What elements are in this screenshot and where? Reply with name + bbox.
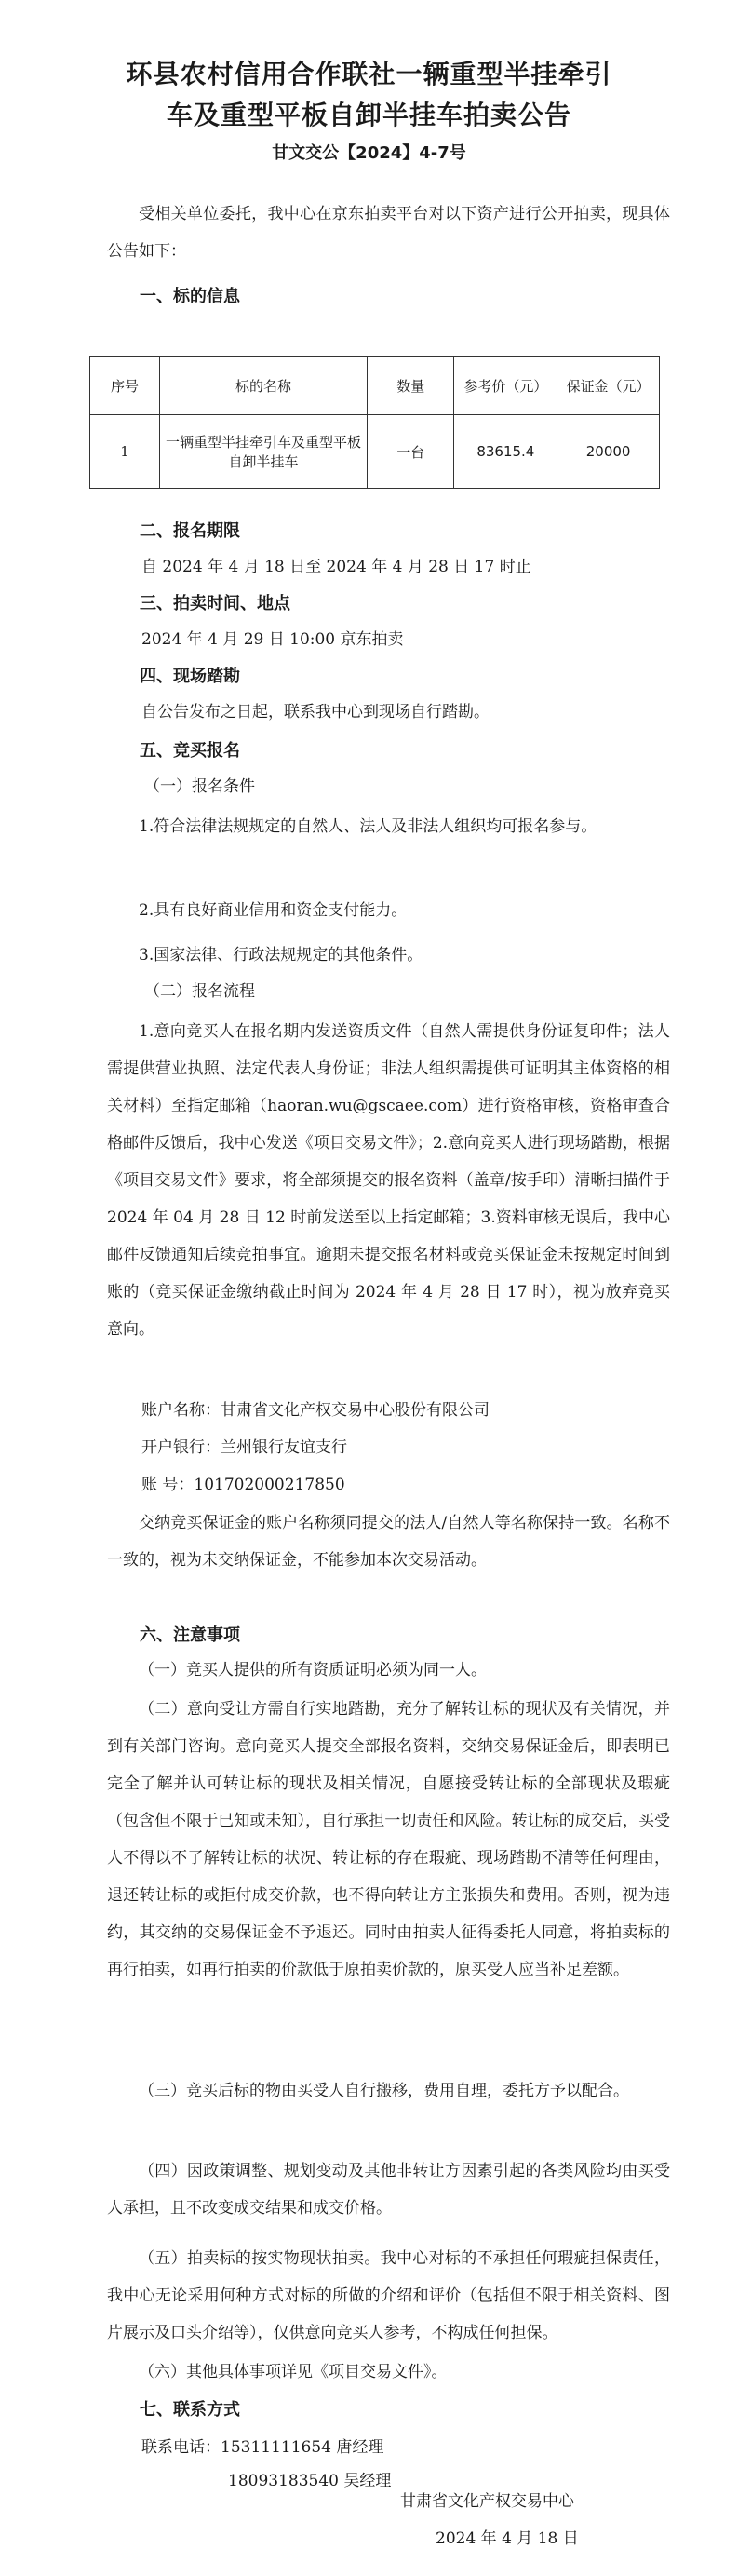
registration-process: 1.意向竞买人在报名期内发送资质文件（自然人需提供身份证复印件；法人需提供营业执照、法定代表人身份证；非法人组织需提供可证明其主体资格的相关材料）至指定邮箱（haoran.wu@gscaee.com）进行资格审核，资格审查合格邮件反馈后，我中心发送《项目交易文件》；2.意向竞买人进行现场踏勘，根据《项目交易文件》要求，将全部须提交的报名资料（盖章/按手印）清晰扫描件于 2024 年 04 月 28 日 12 时前发送至以上指定邮箱；3.资料审核无误后，我中心邮件反馈通知后续竞拍事宜。逾期未提交报名材料或竞买保证金未按规定时间到账的（竞买保证金缴纳截止时间为 2024 年 4 月 28 日 17 时），视为放弃竞买意向。: [107, 1022, 670, 1339]
account-name: 账户名称：甘肃省文化产权交易中心股份有限公司: [141, 1401, 490, 1420]
section-5-heading: 五、竞买报名: [140, 741, 240, 761]
table-cell: 20000: [557, 415, 660, 489]
section-4-heading: 四、现场踏勘: [140, 667, 240, 686]
account-number: 账 号：101702000217850: [141, 1476, 345, 1494]
registration-period: 自 2024 年 4 月 18 日至 2024 年 4 月 28 日 17 时止: [141, 558, 531, 576]
bank-name: 开户银行：兰州银行友谊支行: [141, 1438, 347, 1457]
sub-heading-process: （二）报名流程: [144, 982, 255, 1001]
notice-item-3: （三）竞买后标的物由买受人自行搬移，费用自理，委托方予以配合。: [139, 2082, 629, 2100]
table-row: [90, 415, 660, 489]
table-header-cell: 序号: [90, 357, 160, 415]
intro-paragraph: 受相关单位委托，我中心在京东拍卖平台对以下资产进行公开拍卖，现具体公告如下：: [107, 205, 670, 261]
table-header-cell: 参考价（元）: [454, 357, 557, 415]
table-header-cell: 标的名称: [159, 357, 367, 415]
footer-date: 2024 年 4 月 18 日: [436, 2529, 579, 2548]
section-3-heading: 三、拍卖时间、地点: [140, 594, 290, 614]
site-inspection-text: 自公告发布之日起，联系我中心到现场自行踏勘。: [141, 703, 490, 722]
table-cell: 一辆重型半挂牵引车及重型平板自卸半挂车: [159, 415, 367, 489]
table-cell: 83615.4: [454, 415, 557, 489]
notice-item-5: （五）拍卖标的按实物现状拍卖。我中心对标的不承担任何瑕疵担保责任，我中心无论采用何种方式对标的所做的介绍和评价（包括但不限于相关资料、图片展示及口头介绍等），仅供意向竞买人参考，不构成任何担保。: [107, 2249, 670, 2342]
contact-phone-1: 联系电话：15311111654 唐经理: [141, 2438, 384, 2457]
title-line-2: 车及重型平板自卸半挂车拍卖公告: [166, 100, 571, 130]
section-6-heading: 六、注意事项: [140, 1625, 240, 1645]
notice-item-1: （一）竞买人提供的所有资质证明必须为同一人。: [139, 1661, 487, 1679]
notice-item-6: （六）其他具体事项详见《项目交易文件》。: [139, 2363, 448, 2381]
title-line-1: 环县农村信用合作联社一辆重型半挂牵引: [126, 59, 612, 89]
notice-item-2: （二）意向受让方需自行实地踏勘，充分了解转让标的现状及有关情况，并到有关部门咨询。意向竞买人提交全部报名资料，交纳交易保证金后，即表明已完全了解并认可转让标的现状及相关情况，自愿接受转让标的全部现状及瑕疵（包含但不限于已知或未知），自行承担一切责任和风险。转让标的成交后，买受人不得以不了解转让标的状况、转让标的存在瑕疵、现场踏勘不清等任何理由，退还转让标的或拒付成交价款，也不得向转让方主张损失和费用。否则，视为违约，其交纳的交易保证金不予退还。同时由拍卖人征得委托人同意，将拍卖标的再行拍卖，如再行拍卖的价款低于原拍卖价款的，原买受人应当补足差额。: [107, 1700, 670, 1979]
table-cell: 1: [90, 415, 160, 489]
auction-time-place: 2024 年 4 月 29 日 10:00 京东拍卖: [141, 630, 404, 649]
footer-organization: 甘肃省文化产权交易中心: [400, 2492, 574, 2511]
notice-item-4: （四）因政策调整、规划变动及其他非转让方因素引起的各类风险均由买受人承担，且不改变成交结果和成交价格。: [107, 2162, 670, 2218]
table-header-cell: 数量: [367, 357, 453, 415]
section-7-heading: 七、联系方式: [140, 2400, 240, 2420]
condition-2: 2.具有良好商业信用和资金支付能力。: [139, 901, 408, 920]
table-header-cell: 保证金（元）: [557, 357, 660, 415]
section-1-heading: 一、标的信息: [140, 287, 240, 306]
target-info-table: [89, 356, 660, 489]
deposit-note: 交纳竞买保证金的账户名称须同提交的法人/自然人等名称保持一致。名称不一致的，视为未交纳保证金，不能参加本次交易活动。: [107, 1514, 670, 1570]
table-header-row: [90, 357, 660, 415]
sub-heading-conditions: （一）报名条件: [144, 777, 255, 796]
document-number: 甘文交公【2024】4-7号: [272, 143, 466, 163]
table-cell: 一台: [367, 415, 453, 489]
condition-3: 3.国家法律、行政法规规定的其他条件。: [139, 946, 423, 964]
condition-1: 1.符合法律法规规定的自然人、法人及非法人组织均可报名参与。: [139, 817, 597, 836]
section-2-heading: 二、报名期限: [140, 521, 240, 541]
contact-phone-2: 18093183540 吴经理: [228, 2472, 392, 2490]
